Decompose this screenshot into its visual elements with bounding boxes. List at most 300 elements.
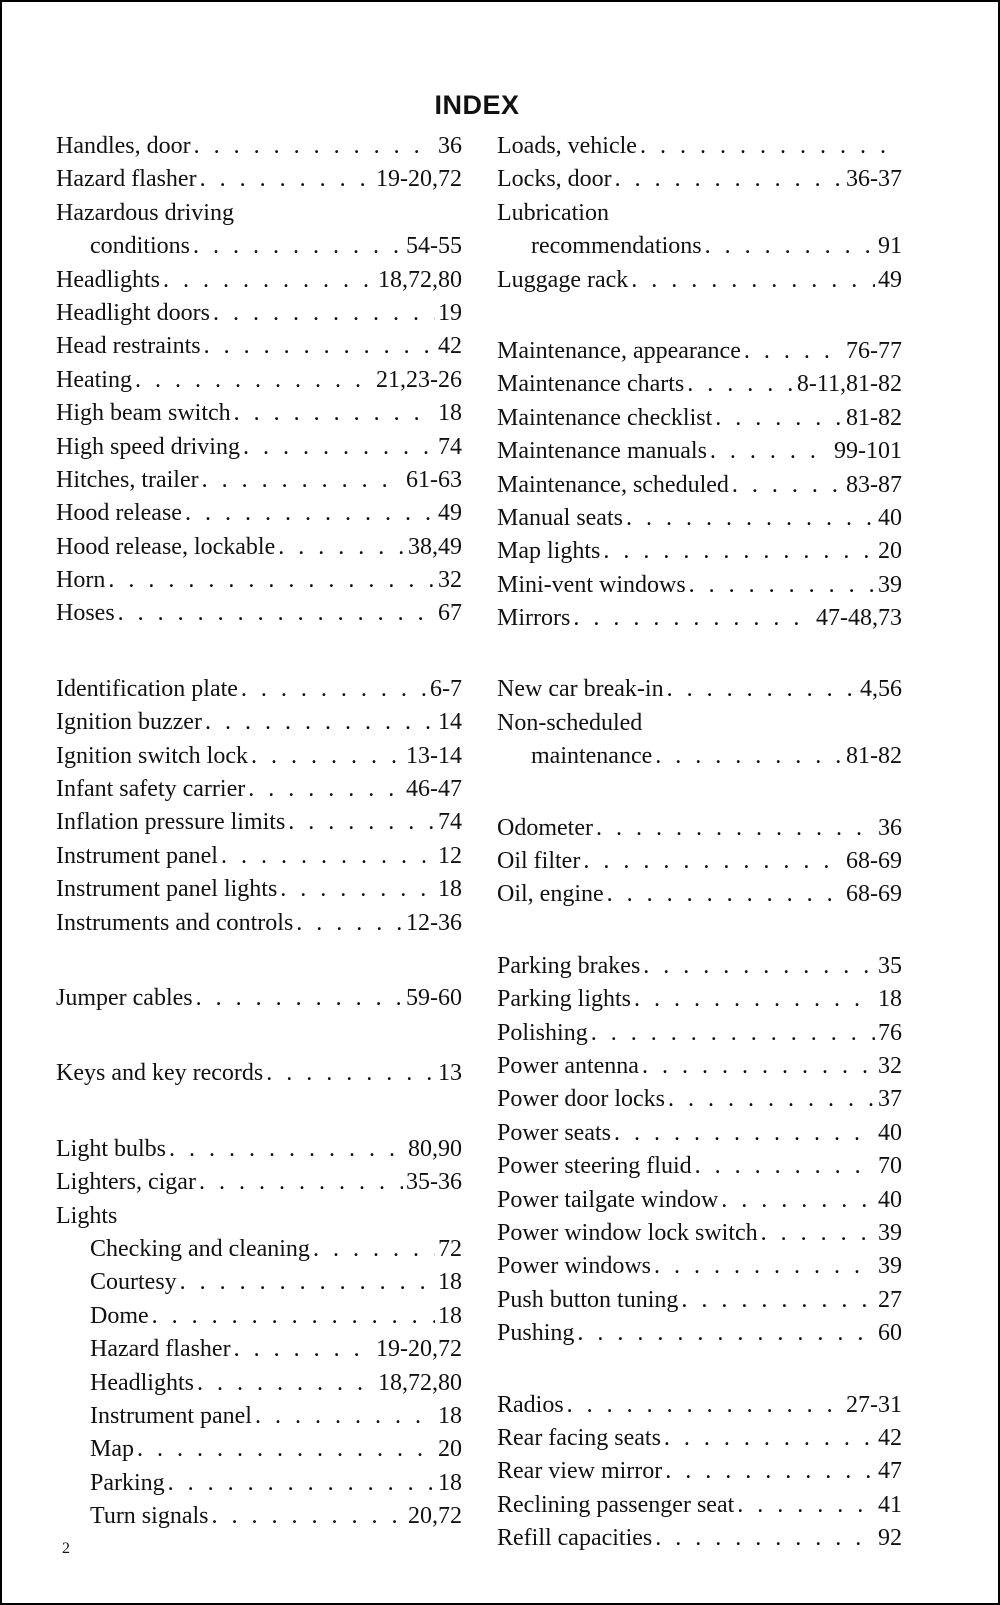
left-column <box>56 130 462 1533</box>
entry-pages: 72 <box>438 1235 462 1262</box>
dot-leader <box>137 1433 435 1466</box>
dot-leader <box>681 1284 875 1317</box>
index-entry <box>497 1389 902 1422</box>
group-spacer <box>497 1351 902 1389</box>
index-entry <box>497 740 902 773</box>
index-group <box>56 982 462 1015</box>
entry-term: Reclining passenger seat <box>497 1491 735 1518</box>
index-entry <box>56 464 462 497</box>
entry-pages: 35 <box>878 952 902 979</box>
index-entry <box>497 950 902 983</box>
dot-leader <box>737 1489 875 1522</box>
dot-leader <box>596 812 875 845</box>
entry-term: Odometer <box>497 814 593 841</box>
dot-leader <box>213 297 435 330</box>
index-group <box>497 1389 902 1556</box>
index-entry <box>497 1284 902 1317</box>
dot-leader <box>205 706 435 739</box>
entry-pages: 68-69 <box>846 848 902 875</box>
entry-pages: 20 <box>878 538 902 565</box>
entry-term: Rear facing seats <box>497 1424 661 1451</box>
index-entry <box>56 1057 462 1090</box>
index-entry <box>56 431 462 464</box>
dot-leader <box>194 130 435 163</box>
entry-pages: 18 <box>438 1469 462 1496</box>
entry-term: Horn <box>56 567 106 594</box>
entry-pages: 60 <box>878 1320 902 1347</box>
index-entry <box>56 130 462 163</box>
entry-pages: 68-69 <box>846 881 902 908</box>
dot-leader <box>168 1467 435 1500</box>
entry-term: Headlights <box>90 1369 194 1396</box>
index-entry <box>497 368 902 401</box>
group-spacer <box>56 1091 462 1133</box>
index-entry <box>497 1083 902 1116</box>
entry-pages: 76 <box>878 1019 902 1046</box>
index-entry <box>56 706 462 739</box>
entry-pages: 40 <box>878 1186 902 1213</box>
page-number: 2 <box>62 1540 70 1557</box>
dot-leader <box>211 1500 405 1533</box>
page-title: INDEX <box>434 90 520 120</box>
entry-term: Lighters, cigar <box>56 1169 196 1196</box>
entry-pages: 74 <box>438 433 462 460</box>
dot-leader <box>135 364 373 397</box>
dot-leader <box>313 1233 435 1266</box>
entry-pages: 18 <box>438 1302 462 1329</box>
dot-leader <box>642 1050 875 1083</box>
entry-term: Hazard flasher <box>56 166 197 193</box>
dot-leader <box>266 1057 435 1090</box>
dot-leader <box>241 673 427 706</box>
entry-term: Parking brakes <box>497 952 641 979</box>
index-group <box>497 812 902 912</box>
entry-pages: 18 <box>878 986 902 1013</box>
entry-term: Pushing <box>497 1320 575 1347</box>
index-entry <box>497 469 902 502</box>
index-entry <box>56 1500 462 1533</box>
entry-term: Power door locks <box>497 1086 665 1113</box>
index-entry <box>56 364 462 397</box>
entry-term: Ignition switch lock <box>56 742 248 769</box>
entry-pages: 32 <box>878 1052 902 1079</box>
entry-term: Power windows <box>497 1253 651 1280</box>
entry-pages: 8-11,81-82 <box>796 371 902 398</box>
index-entry <box>56 873 462 906</box>
entry-pages: 27-31 <box>846 1391 902 1418</box>
index-entry <box>56 564 462 597</box>
dot-leader <box>251 740 403 773</box>
index-group <box>56 1133 462 1534</box>
dot-leader <box>583 845 843 878</box>
entry-pages: 91 <box>878 233 902 260</box>
dot-leader <box>243 431 435 464</box>
group-spacer <box>497 774 902 812</box>
entry-pages: 99-101 <box>834 438 902 465</box>
index-entry <box>56 330 462 363</box>
dot-leader <box>655 1522 875 1555</box>
entry-term: Power steering fluid <box>497 1153 692 1180</box>
group-spacer <box>497 635 902 673</box>
index-entry <box>497 983 902 1016</box>
dot-leader <box>197 1367 375 1400</box>
entry-pages: 40 <box>878 504 902 531</box>
entry-pages: 36 <box>438 133 462 159</box>
dot-leader <box>687 368 794 401</box>
entry-term: Inflation pressure limits <box>56 809 286 836</box>
index-entry <box>497 163 902 196</box>
dot-leader <box>705 230 875 263</box>
entry-term: Heating <box>56 366 132 393</box>
entry-term: Instrument panel <box>90 1402 252 1429</box>
entry-pages: 49 <box>878 266 902 293</box>
entry-term: Map lights <box>497 538 601 565</box>
index-group <box>56 130 462 631</box>
entry-term: Oil filter <box>497 848 581 875</box>
index-entry <box>56 297 462 330</box>
index-group <box>497 673 902 773</box>
index-entry <box>497 1522 902 1555</box>
dot-leader <box>626 502 875 535</box>
entry-term: Power seats <box>497 1119 611 1146</box>
entry-pages: 39 <box>878 1219 902 1246</box>
entry-pages: 18 <box>438 1269 462 1296</box>
entry-term: Hood release <box>56 500 182 527</box>
dot-leader <box>634 983 875 1016</box>
entry-pages: 6-7 <box>430 675 462 702</box>
entry-term: Handles, door <box>56 133 191 159</box>
index-entry <box>497 335 902 368</box>
dot-leader <box>204 330 435 363</box>
entry-term: Mini-vent windows <box>497 571 686 598</box>
index-entry <box>56 1233 462 1266</box>
entry-term: Maintenance charts <box>497 371 685 398</box>
entry-pages: 54-55 <box>406 233 462 260</box>
group-spacer <box>56 940 462 982</box>
entry-term: Hood release, lockable <box>56 533 276 560</box>
entry-term: Checking and cleaning <box>90 1235 310 1262</box>
entry-term: Power antenna <box>497 1052 639 1079</box>
dot-leader <box>255 1400 435 1433</box>
entry-pages: 20 <box>438 1436 462 1463</box>
dot-leader <box>288 806 435 839</box>
entry-term: Push button tuning <box>497 1286 679 1313</box>
index-entry <box>56 1433 462 1466</box>
index-entry <box>497 1117 902 1150</box>
entry-pages: 47-48,73 <box>816 605 902 632</box>
entry-term: Rear view mirror <box>497 1458 663 1485</box>
dot-leader <box>567 1389 843 1422</box>
entry-pages: 80,90 <box>408 1135 462 1162</box>
dot-leader <box>591 1017 875 1050</box>
index-group <box>497 335 902 636</box>
dot-leader <box>163 264 375 297</box>
dot-leader <box>710 435 831 468</box>
group-spacer <box>497 297 902 335</box>
entry-term: Parking lights <box>497 986 632 1013</box>
entry-pages: 4,56 <box>860 676 902 703</box>
dot-leader <box>631 264 875 297</box>
entry-term: Instruments and controls <box>56 909 294 936</box>
entry-pages: 18,72,80 <box>378 266 462 293</box>
entry-pages: 38,49 <box>408 533 462 560</box>
entry-term: High beam switch <box>56 400 231 427</box>
entry-pages: 70 <box>878 1153 902 1180</box>
index-heading <box>56 1200 462 1233</box>
index-entry <box>497 1422 902 1455</box>
index-entry <box>56 1300 462 1333</box>
entry-term: Keys and key records <box>56 1060 264 1087</box>
index-entry <box>56 806 462 839</box>
entry-pages: 76-77 <box>846 337 902 364</box>
entry-term: Hazard flasher <box>90 1336 231 1363</box>
entry-pages: 42 <box>438 333 462 360</box>
index-entry <box>497 1317 902 1350</box>
entry-term: Non-scheduled <box>497 709 643 736</box>
entry-term: Oil, engine <box>497 881 604 908</box>
dot-leader <box>664 1422 875 1455</box>
dot-leader <box>221 840 435 873</box>
dot-leader <box>199 1166 403 1199</box>
entry-term: Hazardous driving <box>56 199 234 226</box>
right-column <box>497 130 902 1555</box>
entry-term: High speed driving <box>56 433 240 460</box>
index-group <box>56 673 462 940</box>
entry-term: Power window lock switch <box>497 1219 758 1246</box>
index-entry <box>56 597 462 630</box>
dot-leader <box>196 982 403 1015</box>
index-entry <box>56 163 462 196</box>
entry-pages: 41 <box>878 1491 902 1518</box>
entry-term: Map <box>90 1436 134 1463</box>
index-entry <box>497 1489 902 1522</box>
dot-leader <box>185 497 435 530</box>
index-group <box>56 1057 462 1090</box>
entry-term: New car break-in <box>497 676 664 703</box>
entry-pages: 13 <box>438 1060 462 1087</box>
entry-term: Courtesy <box>90 1269 177 1296</box>
entry-term: Polishing <box>497 1019 588 1046</box>
index-entry <box>497 1050 902 1083</box>
index-entry <box>56 982 462 1015</box>
index-entry <box>497 130 902 163</box>
entry-term: Dome <box>90 1302 149 1329</box>
index-entry <box>497 1150 902 1183</box>
index-entry <box>497 602 902 635</box>
index-entry <box>497 1455 902 1488</box>
index-group <box>497 130 902 297</box>
dot-leader <box>193 230 403 263</box>
entry-pages: 19-20,72 <box>376 166 462 193</box>
entry-term: Loads, vehicle <box>497 133 637 159</box>
group-spacer <box>56 631 462 673</box>
entry-term: Hoses <box>56 600 115 627</box>
dot-leader <box>668 1083 875 1116</box>
entry-pages: 18 <box>438 1402 462 1429</box>
dot-leader <box>118 597 435 630</box>
index-entry <box>56 531 462 564</box>
entry-term: Lights <box>56 1202 118 1229</box>
entry-pages: 81-82 <box>846 404 902 431</box>
entry-pages: 67 <box>438 600 462 627</box>
index-entry <box>497 569 902 602</box>
index-entry <box>497 402 902 435</box>
index-heading <box>497 707 902 740</box>
entry-pages: 18,72,80 <box>378 1369 462 1396</box>
entry-term: Light bulbs <box>56 1135 167 1162</box>
dot-leader <box>655 740 843 773</box>
dot-leader <box>715 402 843 435</box>
index-entry <box>56 1467 462 1500</box>
dot-leader <box>615 163 843 196</box>
index-entry <box>56 1333 462 1366</box>
entry-pages: 35-36 <box>406 1169 462 1196</box>
dot-leader <box>202 464 403 497</box>
group-spacer <box>497 912 902 950</box>
index-entry <box>497 230 902 263</box>
dot-leader <box>744 335 843 368</box>
entry-pages: 12 <box>438 842 462 869</box>
entry-pages: 12-36 <box>406 909 462 936</box>
index-heading <box>497 197 902 230</box>
dot-leader <box>607 878 843 911</box>
entry-term: recommendations <box>531 233 702 260</box>
dot-leader <box>180 1266 435 1299</box>
entry-term: Turn signals <box>90 1503 209 1530</box>
index-entry <box>497 878 902 911</box>
index-heading <box>56 197 462 230</box>
entry-term: Infant safety carrier <box>56 776 246 803</box>
index-entry <box>497 812 902 845</box>
index-entry <box>56 230 462 263</box>
entry-pages: 81-82 <box>846 743 902 770</box>
index-entry <box>497 845 902 878</box>
index-entry <box>497 535 902 568</box>
dot-leader <box>296 907 403 940</box>
entry-term: Refill capacities <box>497 1525 653 1552</box>
index-entry <box>497 264 902 297</box>
dot-leader <box>200 163 373 196</box>
entry-pages: 36 <box>878 814 902 841</box>
entry-pages: 37 <box>878 1086 902 1113</box>
entry-pages: 20,72 <box>408 1503 462 1530</box>
index-entry <box>497 502 902 535</box>
entry-term: Maintenance manuals <box>497 438 707 465</box>
index-entry <box>56 1400 462 1433</box>
dot-leader <box>280 873 435 906</box>
index-entry <box>497 1250 902 1283</box>
dot-leader <box>643 950 875 983</box>
entry-term: Headlight doors <box>56 299 210 326</box>
entry-pages: 18 <box>438 400 462 427</box>
group-spacer <box>56 1015 462 1057</box>
entry-pages: 83-87 <box>846 471 902 498</box>
index-entry <box>56 497 462 530</box>
dot-leader <box>152 1300 435 1333</box>
entry-term: Locks, door <box>497 166 612 193</box>
index-group <box>497 950 902 1351</box>
entry-pages: 59-60 <box>406 984 462 1011</box>
index-entry <box>56 907 462 940</box>
entry-term: Luggage rack <box>497 266 629 293</box>
dot-leader <box>278 531 405 564</box>
index-entry <box>56 264 462 297</box>
entry-term: Parking <box>90 1469 165 1496</box>
entry-term: Maintenance, scheduled <box>497 471 729 498</box>
dot-leader <box>761 1217 875 1250</box>
index-entry <box>497 1217 902 1250</box>
dot-leader <box>614 1117 875 1150</box>
entry-pages: 92 <box>878 1525 902 1552</box>
index-entry <box>497 1017 902 1050</box>
dot-leader <box>573 602 813 635</box>
entry-pages: 19-20,72 <box>376 1336 462 1363</box>
entry-pages: 39 <box>878 1253 902 1280</box>
entry-pages: 19 <box>438 299 462 326</box>
entry-term: Jumper cables <box>56 984 193 1011</box>
entry-pages: 13-14 <box>406 742 462 769</box>
entry-term: Headlights <box>56 266 160 293</box>
dot-leader <box>689 569 875 602</box>
entry-pages: 21,23-26 <box>376 366 462 393</box>
entry-pages: 47 <box>878 1458 902 1485</box>
dot-leader <box>603 535 875 568</box>
index-entry <box>56 1166 462 1199</box>
index-entry <box>56 840 462 873</box>
entry-term: Manual seats <box>497 504 623 531</box>
index-entry <box>56 1367 462 1400</box>
entry-pages: 49 <box>438 500 462 527</box>
entry-term: Lubrication <box>497 199 609 226</box>
entry-pages: 42 <box>878 1424 902 1451</box>
index-entry <box>56 397 462 430</box>
dot-leader <box>721 1184 875 1217</box>
dot-leader <box>667 673 857 706</box>
dot-leader <box>640 130 899 163</box>
entry-pages: 61-63 <box>406 466 462 493</box>
entry-pages: 39 <box>878 571 902 598</box>
entry-term: Head restraints <box>56 333 201 360</box>
dot-leader <box>234 1333 373 1366</box>
entry-term: conditions <box>90 233 190 260</box>
dot-leader <box>654 1250 875 1283</box>
entry-pages: 40 <box>878 1119 902 1146</box>
dot-leader <box>108 564 435 597</box>
index-entry <box>56 673 462 706</box>
dot-leader <box>732 469 843 502</box>
entry-pages: 14 <box>438 709 462 736</box>
entry-term: Maintenance checklist <box>497 404 713 431</box>
entry-pages: 74 <box>438 809 462 836</box>
dot-leader <box>695 1150 875 1183</box>
index-entry <box>56 1133 462 1166</box>
entry-term: Radios <box>497 1391 564 1418</box>
entry-pages: 18 <box>438 876 462 903</box>
entry-term: Hitches, trailer <box>56 466 199 493</box>
entry-term: Instrument panel <box>56 842 218 869</box>
index-entry <box>56 1266 462 1299</box>
entry-pages: 46-47 <box>406 776 462 803</box>
entry-term: Ignition buzzer <box>56 709 202 736</box>
entry-pages: 32 <box>438 567 462 594</box>
entry-term: Identification plate <box>56 675 238 702</box>
dot-leader <box>577 1317 875 1350</box>
index-entry <box>56 773 462 806</box>
index-entry <box>497 435 902 468</box>
entry-term: Instrument panel lights <box>56 876 278 903</box>
entry-term: Maintenance, appearance <box>497 337 741 364</box>
dot-leader <box>665 1455 875 1488</box>
